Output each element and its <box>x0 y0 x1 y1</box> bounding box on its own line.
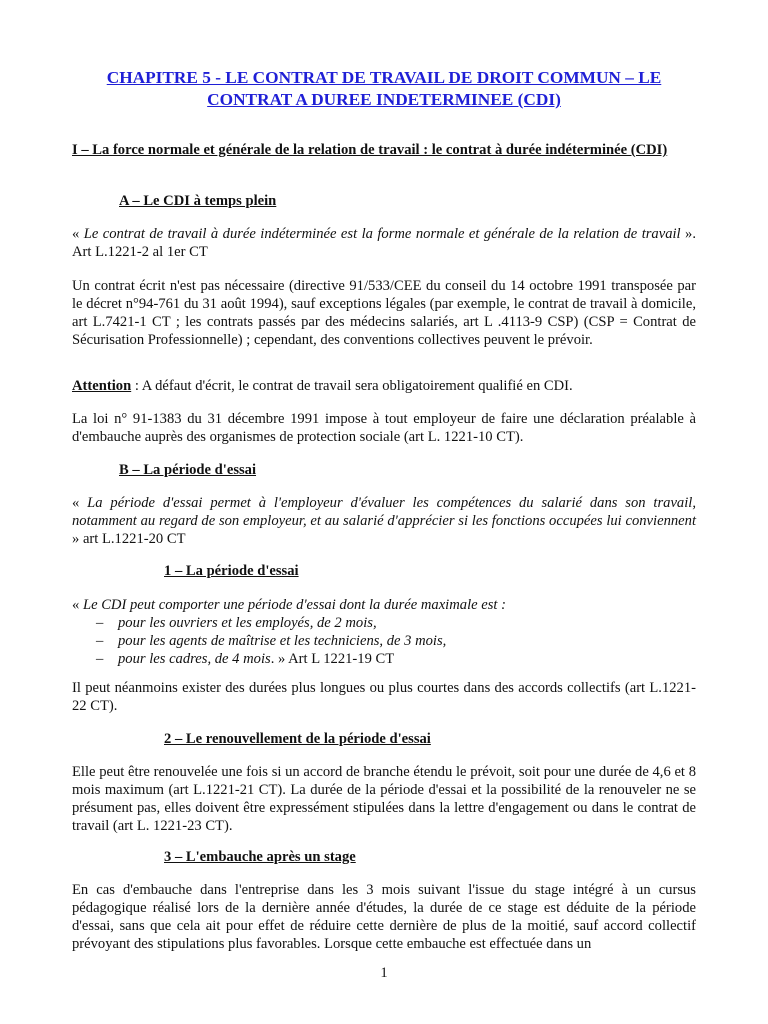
subsection-1-list-block <box>72 596 696 668</box>
subsection-2-paragraph: Elle peut être renouvelée une fois si un accord de branche étendu le prévoit, soit pour une durée de 4,6 et 8 mois maximum (art L.1221-21 CT). La durée de la période d'essai et la possibilité de la renouveler ne se présument pas, elles doivent être expressément stipulées dans la lettre d'engagement ou dans le contrat de travail (art L. 1221-23 CT). <box>72 764 696 834</box>
page-number: 1 <box>380 965 388 981</box>
duration-list <box>72 614 696 668</box>
section-b-quote: « La période d'essai permet à l'employeur d'évaluer les compétences du salarié dans son travail, notamment au regard de son employeur, et au salarié d'apprécier si les fonctions occupées lui conviennent » art L.1221-20 CT <box>72 495 696 547</box>
attention-note: Attention : A défaut d'écrit, le contrat de travail sera obligatoirement qualifié en CDI. <box>72 378 573 394</box>
attention-label: Attention <box>72 378 132 394</box>
list-intro: « Le CDI peut comporter une période d'essai dont la durée maximale est : <box>72 597 506 613</box>
section-a-heading: A – Le CDI à temps plein <box>119 193 277 209</box>
section-a-paragraph-2: La loi n° 91-1383 du 31 décembre 1991 impose à tout employeur de faire une déclaration préalable à d'embauche auprès des organismes de protection sociale (art L. 1221-10 CT). <box>72 411 696 445</box>
section-a-quote: « Le contrat de travail à durée indéterminée est la forme normale et générale de la relation de travail ». Art L.1221-2 al 1er CT <box>72 226 696 260</box>
list-item: – pour les ouvriers et les employés, de 2 mois, <box>96 615 377 631</box>
subsection-1-paragraph: Il peut néanmoins exister des durées plus longues ou plus courtes dans des accords collectifs (art L.1221-22 CT). <box>72 680 696 714</box>
subsection-2-heading: 2 – Le renouvellement de la période d'essai <box>164 731 431 747</box>
title-line-1: CHAPITRE 5 - LE CONTRAT DE TRAVAIL DE DROIT COMMUN – LE <box>106 68 662 87</box>
quote-text: Le contrat de travail à durée indéterminée est la forme normale et générale de la relation de travail <box>83 226 681 242</box>
subsection-1-heading: 1 – La période d'essai <box>164 563 299 579</box>
title-line-2: CONTRAT A DUREE INDETERMINEE (CDI) <box>207 90 561 109</box>
page-title <box>72 67 696 111</box>
list-item: – pour les agents de maîtrise et les techniciens, de 3 mois, <box>96 633 447 649</box>
subsection-3-paragraph: En cas d'embauche dans l'entreprise dans les 3 mois suivant l'issue du stage intégré à un cursus pédagogique réalisé lors de la dernière année d'études, la durée de ce stage est déduite de la période d'essai, sans que cela ait pour effet de réduire cette dernière de plus de la moitié, sauf accord collectif prévoyant des stipulations plus favorables. Lorsque cette embauche est effectuée dans un <box>72 882 696 952</box>
section-1-heading: I – La force normale et générale de la relation de travail : le contrat à durée indéterminée (CDI) <box>72 142 668 158</box>
section-b-heading: B – La période d'essai <box>119 462 257 478</box>
subsection-3-heading: 3 – L'embauche après un stage <box>164 849 356 865</box>
list-item: – pour les cadres, de 4 mois. » Art L 1221-19 CT <box>96 651 395 667</box>
section-a-paragraph-1: Un contrat écrit n'est pas nécessaire (directive 91/533/CEE du conseil du 14 octobre 1991 transposée par le décret n°94-761 du 31 août 1994), sauf exceptions légales (par exemple, le contrat de travail à domicile, art L.7421-1 CT ; les contrats passés par des médecins salariés, art L .4113-9 CSP) (CSP = Contrat de Sécurisation Professionnelle) ; cependant, des conventions collectives peuvent le prévoir. <box>72 278 696 348</box>
